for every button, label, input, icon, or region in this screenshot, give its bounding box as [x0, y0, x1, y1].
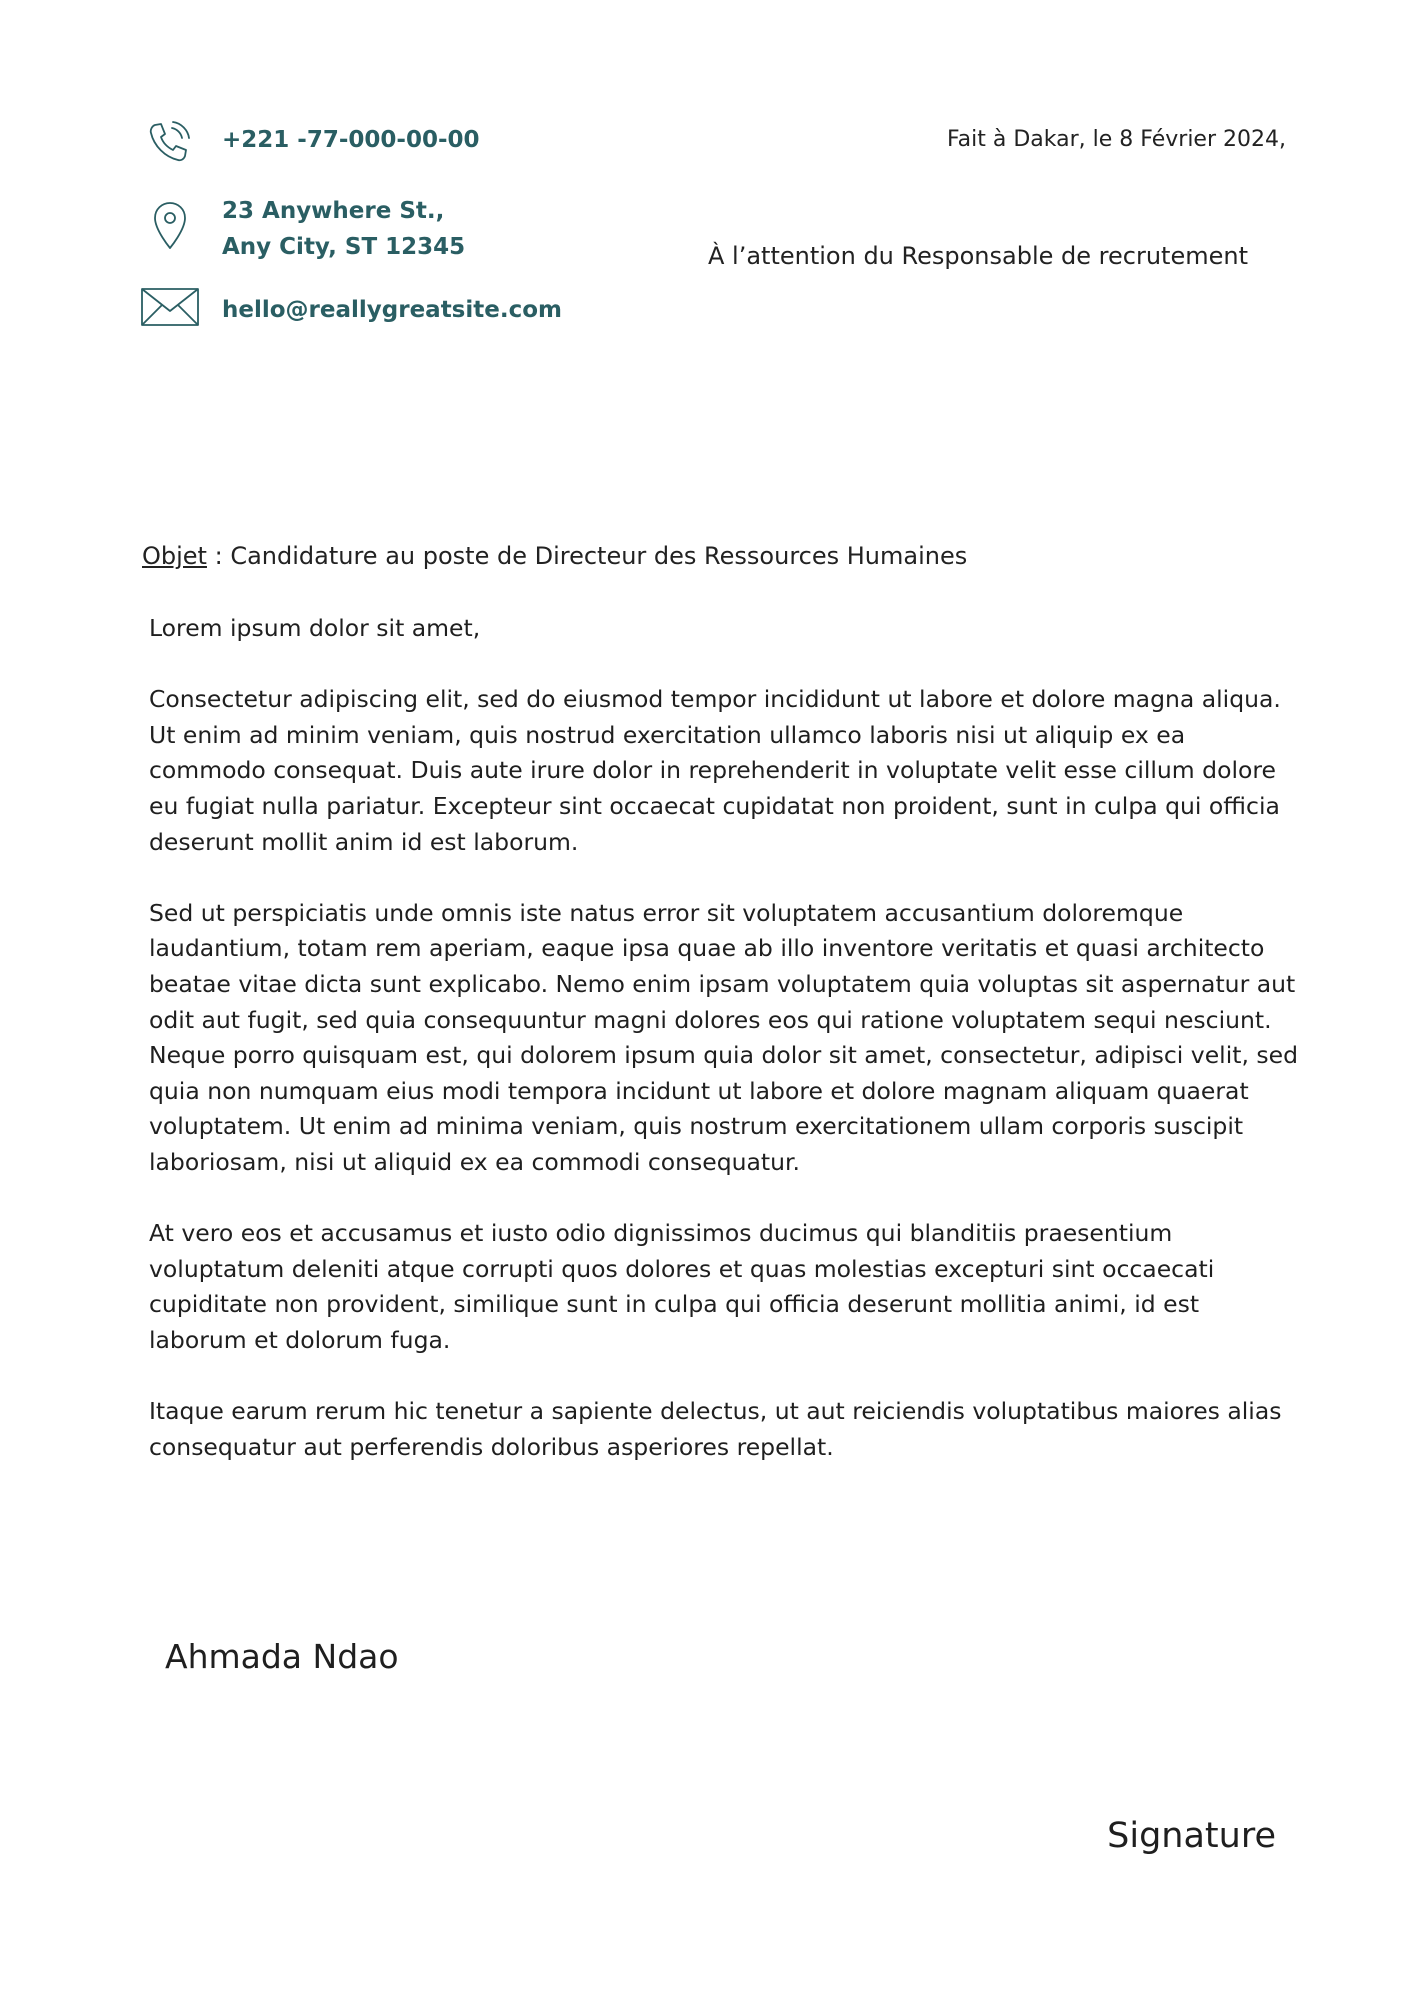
subject-text: Candidature au poste de Directeur des Ressources Humaines	[230, 542, 968, 570]
sender-name: Ahmada Ndao	[165, 1637, 399, 1676]
subject-label: Objet	[142, 542, 207, 570]
location-pin-icon	[150, 200, 190, 252]
email-link[interactable]: hello@reallygreatsite.com	[222, 297, 562, 323]
greeting: Lorem ipsum dolor sit amet,	[149, 614, 481, 642]
phone-icon	[145, 118, 193, 166]
body-paragraph-2: Sed ut perspiciatis unde omnis iste natus error sit voluptatem accusantium doloremque laudantium, totam rem aperiam, eaque ipsa quae ab illo inventore veritatis et quasi architecto beatae vitae dicta sunt explicabo. Nemo enim ipsam voluptatem quia voluptas sit aspernatur aut odit aut fugit, sed quia consequuntur magni dolores eos qui ratione voluptatem sequi nesciunt. Neque porro quisquam est, qui dolorem ipsum quia dolor sit amet, consectetur, adipisci velit, sed quia non numquam eius modi tempora incidunt ut labore et dolore magnam aliquam quaerat voluptatem. Ut enim ad minima veniam, quis nostrum exercitationem ullam corporis suscipit laboriosam, nisi ut aliquid ex ea commodi consequatur.	[149, 898, 1298, 1176]
body-paragraph-1: Consectetur adipiscing elit, sed do eiusmod tempor incididunt ut labore et dolore magna aliqua. Ut enim ad minim veniam, quis nostrud exercitation ullamco laboris nisi ut aliquip ex ea commodo consequat. Duis aute irure dolor in reprehenderit in voluptate velit esse cillum dolore eu fugiat nulla pariatur. Excepteur sint occaecat cupidatat non proident, sunt in culpa qui officia deserunt mollit anim id est laborum.	[149, 685, 1281, 856]
address-line-1: 23 Anywhere St.,	[222, 198, 445, 224]
address-line-2: Any City, ST 12345	[222, 234, 466, 260]
address	[222, 193, 465, 265]
phone-number[interactable]: +221 -77-000-00-00	[222, 127, 480, 153]
letter-body	[149, 611, 1299, 1501]
date-line: Fait à Dakar, le 8 Février 2024,	[947, 127, 1286, 152]
body-paragraph-4: Itaque earum rerum hic tenetur a sapiente delectus, ut aut reiciendis voluptatibus maiores alias consequatur aut perferendis doloribus asperiores repellat.	[149, 1397, 1282, 1461]
mail-icon	[140, 287, 200, 327]
attention-line: À l’attention du Responsable de recrutement	[708, 242, 1248, 270]
subject-separator: :	[206, 542, 231, 570]
signature-label: Signature	[1107, 1816, 1276, 1856]
body-paragraph-3: At vero eos et accusamus et iusto odio dignissimos ducimus qui blanditiis praesentium voluptatum deleniti atque corrupti quos dolores et quas molestias excepturi sint occaecati cupiditate non provident, similique sunt in culpa qui officia deserunt mollitia animi, id est laborum et dolorum fuga.	[149, 1219, 1215, 1354]
subject-line	[142, 538, 967, 574]
